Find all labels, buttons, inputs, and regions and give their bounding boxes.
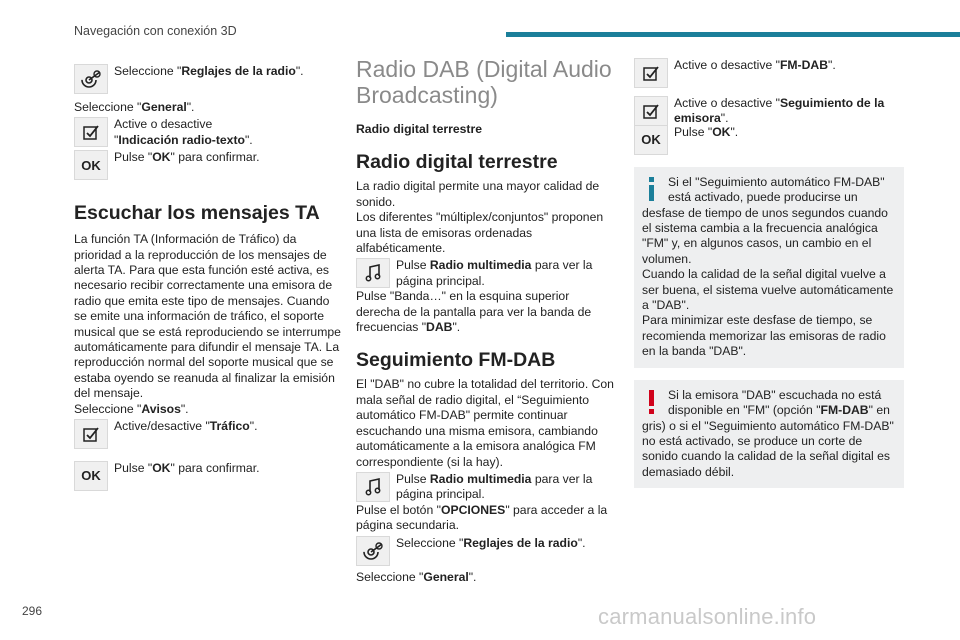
warning-note xyxy=(634,380,904,488)
ta-body: La función TA (Información de Tráfico) da prioridad a la reproducción de los mensajes de alerta TA. Para que esta función esté activa, es necesario recibir correctamente una emisora de radio que emita este tipo de mensajes. Cuando se emite una información de tráfico, el soporte musical que se está reproduciendo se interrumpe automáticamente para difundir el mensaje TA. La reproducción normal del soporte musical que se estaba oyendo se reanuda al finalizar la emisión del mensaje. xyxy=(74,232,341,401)
page-header-title: Navegación con conexión 3D xyxy=(74,24,237,38)
step-media-2: Pulse Radio multimedia para ver la página principal. xyxy=(356,472,616,503)
step-general-2: Seleccione "General". xyxy=(356,569,477,584)
info-icon xyxy=(642,175,662,205)
step-options: Pulse el botón "OPCIONES" para acceder a la página secundaria. xyxy=(356,502,608,533)
warning-text: Si la emisora "DAB" escuchada no está disponible en "FM" (opción "FM-DAB" en gris) o si el "Seguimiento automático FM-DAB" no está activado, se produce un corte de sonido cuando la calidad de la señal digital es demasiado débil. xyxy=(642,387,894,479)
column-2 xyxy=(356,52,616,585)
column-3 xyxy=(634,52,904,488)
step-radio-settings-2: Seleccione "Reglajes de la radio". xyxy=(356,536,616,566)
step-radio-settings: Seleccione "Reglajes de la radio". xyxy=(74,64,344,94)
dab-subtitle: Radio digital terrestre xyxy=(356,122,482,136)
dab-body-2: Los diferentes "múltiplex/conjuntos" proponen una lista de emisoras ordenadas alfabéticamente. xyxy=(356,210,604,256)
step-follow-station: Active o desactive "Seguimiento de la emisora". xyxy=(634,96,904,127)
dab-title: Radio DAB (Digital Audio Broadcasting) xyxy=(356,56,612,108)
toggle-check-icon xyxy=(74,117,108,147)
toggle-check-icon xyxy=(74,419,108,449)
ta-heading: Escuchar los mensajes TA xyxy=(74,202,320,225)
step-media-1: Pulse Radio multimedia para ver la página principal. xyxy=(356,258,616,289)
toggle-check-icon xyxy=(634,58,668,88)
step-ok-3: OK Pulse "OK". xyxy=(634,125,904,155)
step-ok-confirm-2: OK Pulse "OK" para confirmar. xyxy=(74,461,344,491)
info-note xyxy=(634,167,904,368)
step-ok-confirm: OK Pulse "OK" para confirmar. xyxy=(74,150,344,180)
music-note-icon xyxy=(356,258,390,288)
info-text-2: Cuando la calidad de la señal digital vuelve a ser buena, el sistema vuelve automáticamente a "DAB". xyxy=(642,267,894,313)
info-text-3: Para minimizar este desfase de tiempo, se recomienda memorizar las emisoras de radio en la banda "DAB". xyxy=(642,313,886,359)
step-fmdab: Active o desactive "FM-DAB". xyxy=(634,58,904,88)
step-banda: Pulse "Banda…" en la esquina superior derecha de la pantalla para ver la banda de frecuencias "DAB". xyxy=(356,289,592,335)
header-accent-bar xyxy=(506,32,960,37)
toggle-check-icon xyxy=(634,96,668,126)
page-number: 296 xyxy=(22,604,43,618)
dab-body-1: La radio digital permite una mayor calidad de sonido. xyxy=(356,179,600,209)
ok-icon: OK xyxy=(74,461,108,491)
step-trafico: Active/desactive "Tráfico". xyxy=(74,419,344,449)
music-note-icon xyxy=(356,472,390,502)
watermark: carmanualsonline.info xyxy=(598,604,817,629)
step-avisos: Seleccione "Avisos". xyxy=(74,401,189,416)
dab-heading-1: Radio digital terrestre xyxy=(356,151,558,174)
column-1 xyxy=(74,52,344,491)
dab-body-3: El "DAB" no cubre la totalidad del territorio. Con mala señal de radio digital, el “Seguimiento automático FM-DAB" permite continuar escuchando una misma emisora, cambiando automáticamente a la emisora analógica FM correspondiente (si la hay). xyxy=(356,377,614,469)
info-text-1: Si el "Seguimiento automático FM-DAB" está activado, puede producirse un desfase de tiempo de unos segundos cuando el sistema cambia a la frecuencia analógica "FM" y, en algunos casos, un cambio en el volumen. xyxy=(642,174,888,266)
ok-icon: OK xyxy=(634,125,668,155)
step-radiotext: Active o desactive "Indicación radio-texto". xyxy=(74,117,344,148)
radio-settings-icon xyxy=(356,536,390,566)
warning-exclamation-icon xyxy=(642,388,662,418)
radio-settings-icon xyxy=(74,64,108,94)
dab-heading-2: Seguimiento FM-DAB xyxy=(356,349,556,372)
step-general: Seleccione "General". xyxy=(74,100,195,114)
ok-icon: OK xyxy=(74,150,108,180)
